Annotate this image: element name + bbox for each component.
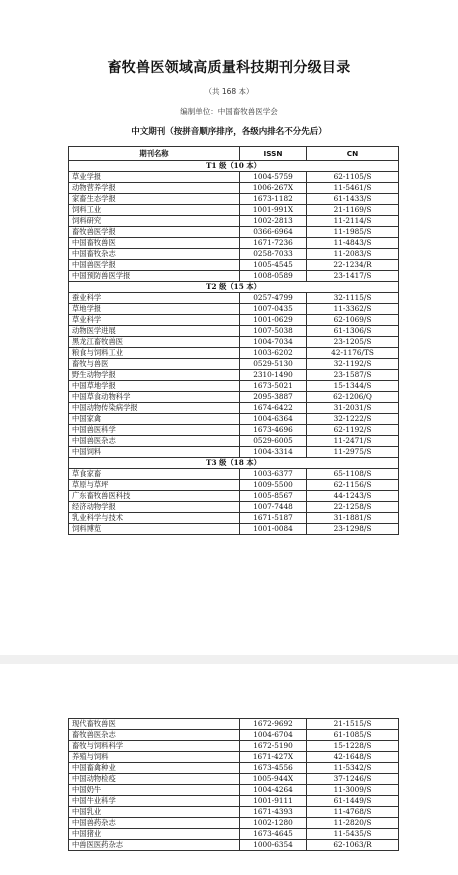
table-row [69, 326, 399, 337]
level-header-row [69, 458, 399, 469]
table-row [69, 447, 399, 458]
cn-cell: 37-1246/S [307, 774, 399, 785]
cn-cell: 32-1192/S [307, 359, 399, 370]
cn-cell: 11-5342/S [307, 763, 399, 774]
issn-cell: 1671-4393 [240, 807, 307, 818]
issn-cell: 1001-0084 [240, 524, 307, 535]
table-row [69, 752, 399, 763]
cn-cell: 44-1243/S [307, 491, 399, 502]
journal-name-cell: 中国乳业 [69, 807, 240, 818]
table-row [69, 524, 399, 535]
table-row [69, 271, 399, 282]
journal-name-cell: 中国奶牛 [69, 785, 240, 796]
cn-cell: 23-1587/S [307, 370, 399, 381]
journal-name-cell: 广东畜牧兽医科技 [69, 491, 240, 502]
issn-cell: 1671-427X [240, 752, 307, 763]
issn-cell: 2310-1490 [240, 370, 307, 381]
table-row [69, 840, 399, 851]
journal-name-cell: 中国兽医杂志 [69, 436, 240, 447]
issn-cell: 1002-2813 [240, 216, 307, 227]
journal-name-cell: 草地学报 [69, 304, 240, 315]
journal-name-cell: 畜牧与饲料科学 [69, 741, 240, 752]
issn-cell: 1000-6354 [240, 840, 307, 851]
cn-cell: 32-1115/S [307, 293, 399, 304]
cn-cell: 61-1433/S [307, 194, 399, 205]
cn-cell: 22-1234/R [307, 260, 399, 271]
cn-cell: 42-1648/S [307, 752, 399, 763]
issn-cell: 1673-4645 [240, 829, 307, 840]
journal-name-cell: 中国草地学报 [69, 381, 240, 392]
journal-name-cell: 养殖与饲料 [69, 752, 240, 763]
journal-name-cell: 中国动物检疫 [69, 774, 240, 785]
issn-cell: 0529-6005 [240, 436, 307, 447]
journal-name-cell: 中国动物传染病学报 [69, 403, 240, 414]
issn-cell: 1673-5021 [240, 381, 307, 392]
journal-name-cell: 现代畜牧兽医 [69, 719, 240, 730]
journal-name-cell: 草业科学 [69, 315, 240, 326]
journal-table-continued [68, 718, 399, 851]
journal-name-cell: 畜牧兽医学报 [69, 227, 240, 238]
table-row [69, 194, 399, 205]
table-row [69, 381, 399, 392]
table-row [69, 469, 399, 480]
level-header-row [69, 282, 399, 293]
journal-name-cell: 草业学报 [69, 172, 240, 183]
cn-cell: 22-1258/S [307, 502, 399, 513]
journal-name-cell: 中兽医医药杂志 [69, 840, 240, 851]
issn-cell: 0529-5130 [240, 359, 307, 370]
issn-cell: 0257-4799 [240, 293, 307, 304]
issn-cell: 2095-3887 [240, 392, 307, 403]
journal-name-cell: 动物医学进展 [69, 326, 240, 337]
issn-cell: 1004-5759 [240, 172, 307, 183]
journal-name-cell: 中国猪业 [69, 829, 240, 840]
issn-cell: 1001-991X [240, 205, 307, 216]
cn-cell: 11-3362/S [307, 304, 399, 315]
table-row [69, 763, 399, 774]
table-row [69, 348, 399, 359]
table-row [69, 513, 399, 524]
journal-count: （共 168 本） [204, 87, 254, 96]
journal-name-cell: 中国畜禽种业 [69, 763, 240, 774]
journal-name-cell: 中国畜牧杂志 [69, 249, 240, 260]
level-header-row [69, 161, 399, 172]
table-row [69, 414, 399, 425]
issn-cell: 1672-9692 [240, 719, 307, 730]
journal-name-cell: 粮食与饲料工业 [69, 348, 240, 359]
table-row [69, 436, 399, 447]
issn-cell: 1006-267X [240, 183, 307, 194]
table-row [69, 238, 399, 249]
table-row [69, 403, 399, 414]
cn-cell: 11-3009/S [307, 785, 399, 796]
cn-cell: 65-1108/S [307, 469, 399, 480]
cn-cell: 11-4843/S [307, 238, 399, 249]
cn-cell: 11-5435/S [307, 829, 399, 840]
journal-name-cell: 中国畜牧兽医 [69, 238, 240, 249]
journal-name-cell: 动物营养学报 [69, 183, 240, 194]
table-row [69, 249, 399, 260]
cn-cell: 11-2114/S [307, 216, 399, 227]
issn-cell: 1009-5500 [240, 480, 307, 491]
table-row [69, 480, 399, 491]
cn-cell: 11-2975/S [307, 447, 399, 458]
issn-cell: 1005-4545 [240, 260, 307, 271]
journal-name-cell: 乳业科学与技术 [69, 513, 240, 524]
cn-cell: 62-1063/R [307, 840, 399, 851]
journal-name-cell: 野生动物学报 [69, 370, 240, 381]
journal-table [68, 146, 399, 535]
issn-cell: 1671-5187 [240, 513, 307, 524]
journal-name-cell: 中国草食动物科学 [69, 392, 240, 403]
cn-cell: 11-4768/S [307, 807, 399, 818]
cn-cell: 11-2471/S [307, 436, 399, 447]
issn-cell: 1002-1280 [240, 818, 307, 829]
cn-cell: 15-1228/S [307, 741, 399, 752]
cn-cell: 21-1169/S [307, 205, 399, 216]
issn-cell: 1007-7448 [240, 502, 307, 513]
table-row [69, 359, 399, 370]
journal-name-cell: 草食家畜 [69, 469, 240, 480]
table-row [69, 304, 399, 315]
table-row [69, 818, 399, 829]
issn-cell: 1008-0589 [240, 271, 307, 282]
journal-name-cell: 中国饲料 [69, 447, 240, 458]
issn-cell: 1003-6202 [240, 348, 307, 359]
cn-cell: 11-2820/S [307, 818, 399, 829]
cn-cell: 61-1306/S [307, 326, 399, 337]
table-row [69, 172, 399, 183]
journal-name-cell: 家畜生态学报 [69, 194, 240, 205]
journal-name-cell: 中国预防兽医学报 [69, 271, 240, 282]
cn-cell: 42-1176/TS [307, 348, 399, 359]
journal-name-cell: 草原与草坪 [69, 480, 240, 491]
table-header-row [69, 147, 399, 161]
table-row [69, 370, 399, 381]
table-row [69, 205, 399, 216]
table-row [69, 315, 399, 326]
issn-cell: 1674-6422 [240, 403, 307, 414]
cn-cell: 31-2031/S [307, 403, 399, 414]
cn-cell: 61-1085/S [307, 730, 399, 741]
issn-cell: 1673-1182 [240, 194, 307, 205]
issn-cell: 0258-7033 [240, 249, 307, 260]
header-issn: ISSN [240, 147, 307, 161]
journal-name-cell: 中国兽医学报 [69, 260, 240, 271]
journal-name-cell: 蚕业科学 [69, 293, 240, 304]
level-label: T2 级（15 本） [69, 282, 399, 293]
table-row [69, 796, 399, 807]
table-row [69, 502, 399, 513]
cn-cell: 62-1192/S [307, 425, 399, 436]
issn-cell: 1001-0629 [240, 315, 307, 326]
table-row [69, 829, 399, 840]
issn-cell: 1007-0435 [240, 304, 307, 315]
journal-name-cell: 经济动物学报 [69, 502, 240, 513]
header-cn: CN [307, 147, 399, 161]
journal-name-cell: 畜牧兽医杂志 [69, 730, 240, 741]
cn-cell: 21-1515/S [307, 719, 399, 730]
table-row [69, 216, 399, 227]
table-row [69, 260, 399, 271]
table-row [69, 337, 399, 348]
issn-cell: 1673-4556 [240, 763, 307, 774]
section-heading: 中文期刊（按拼音顺序排序，各级内排名不分先后） [131, 127, 327, 137]
journal-name-cell: 饲料研究 [69, 216, 240, 227]
level-label: T3 级（18 本） [69, 458, 399, 469]
journal-name-cell: 黑龙江畜牧兽医 [69, 337, 240, 348]
document-page-2 [0, 664, 458, 875]
journal-name-cell: 中国家禽 [69, 414, 240, 425]
issn-cell: 1004-6704 [240, 730, 307, 741]
issn-cell: 1007-5038 [240, 326, 307, 337]
table-row [69, 774, 399, 785]
issn-cell: 1003-6377 [240, 469, 307, 480]
table-row [69, 785, 399, 796]
journal-name-cell: 畜牧与兽医 [69, 359, 240, 370]
cn-cell: 11-1985/S [307, 227, 399, 238]
cn-cell: 62-1069/S [307, 315, 399, 326]
issn-cell: 1001-9111 [240, 796, 307, 807]
level-label: T1 级（10 本） [69, 161, 399, 172]
issn-cell: 1004-3314 [240, 447, 307, 458]
issn-cell: 1673-4696 [240, 425, 307, 436]
table-row [69, 392, 399, 403]
cn-cell: 23-1417/S [307, 271, 399, 282]
table-row [69, 227, 399, 238]
cn-cell: 62-1156/S [307, 480, 399, 491]
table-row [69, 807, 399, 818]
issn-cell: 1671-7236 [240, 238, 307, 249]
cn-cell: 61-1449/S [307, 796, 399, 807]
page-separator [0, 655, 458, 664]
issn-cell: 1672-5190 [240, 741, 307, 752]
issn-cell: 1004-7034 [240, 337, 307, 348]
cn-cell: 11-2083/S [307, 249, 399, 260]
cn-cell: 11-5461/S [307, 183, 399, 194]
table-row [69, 183, 399, 194]
journal-name-cell: 中国兽医科学 [69, 425, 240, 436]
cn-cell: 31-1881/S [307, 513, 399, 524]
cn-cell: 62-1105/S [307, 172, 399, 183]
cn-cell: 32-1222/S [307, 414, 399, 425]
journal-name-cell: 饲料工业 [69, 205, 240, 216]
issn-cell: 1004-4264 [240, 785, 307, 796]
cn-cell: 62-1206/Q [307, 392, 399, 403]
table-row [69, 730, 399, 741]
issn-cell: 1005-8567 [240, 491, 307, 502]
cn-cell: 23-1298/S [307, 524, 399, 535]
table-row [69, 293, 399, 304]
journal-name-cell: 中国牛业科学 [69, 796, 240, 807]
issn-cell: 0366-6964 [240, 227, 307, 238]
issn-cell: 1004-6364 [240, 414, 307, 425]
journal-name-cell: 中国兽药杂志 [69, 818, 240, 829]
document-title: 畜牧兽医领域高质量科技期刊分级目录 [107, 60, 351, 76]
compiler-line: 编制单位：中国畜牧兽医学会 [180, 107, 278, 116]
journal-name-cell: 饲料博览 [69, 524, 240, 535]
table-row [69, 491, 399, 502]
cn-cell: 23-1205/S [307, 337, 399, 348]
table-row [69, 425, 399, 436]
table-row [69, 719, 399, 730]
header-journal-name: 期刊名称 [69, 147, 240, 161]
table-row [69, 741, 399, 752]
issn-cell: 1005-944X [240, 774, 307, 785]
cn-cell: 15-1344/S [307, 381, 399, 392]
